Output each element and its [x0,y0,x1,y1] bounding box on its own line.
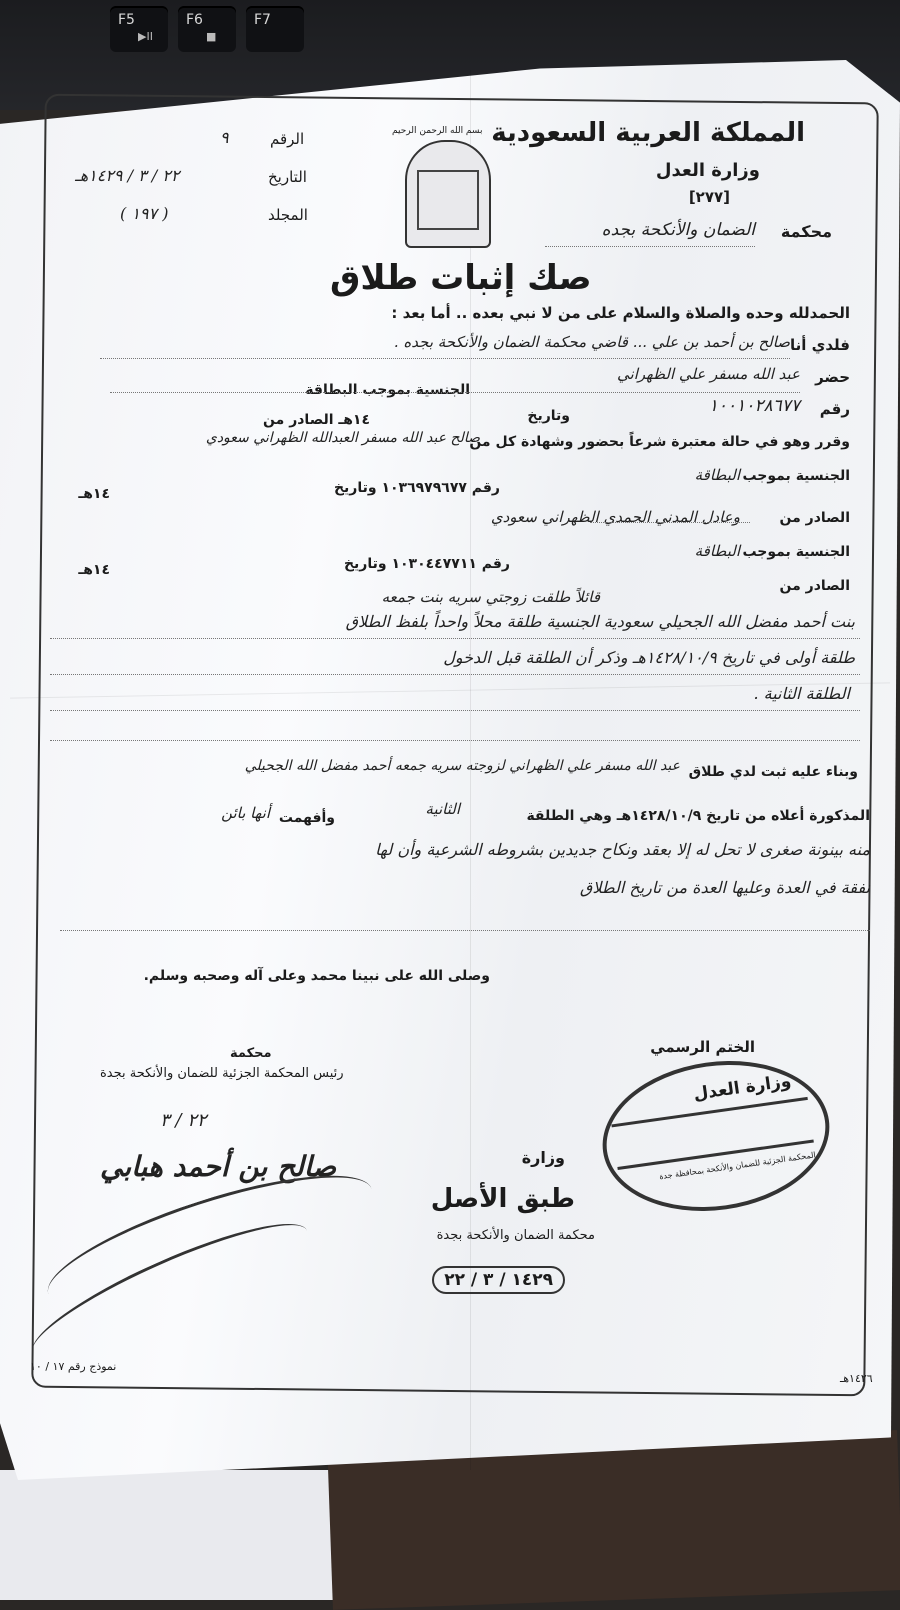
line3-suffix: ١٤هـ الصادر من [263,412,370,428]
true-copy-stamp [395,1148,605,1308]
stamp-title: طبق الأصل [430,1184,575,1214]
key-label: F5 [118,12,135,28]
line5-suffix: ١٤هـ [78,486,110,502]
ruling2-suffix: وأفهمت [278,810,335,826]
stamp-date: ١٤٢٩ / ٣ / ٢٢ [432,1266,565,1294]
line3-label: رقم [819,400,850,418]
ruling2-prefix: المذكورة أعلاه من تاريخ ١٤٢٨/١٠/٩هـ وهي الطلقة [526,808,870,824]
ministry-title: وزارة العدل [655,160,760,181]
footer-court-label: محكمة [230,1046,272,1061]
handwritten-line: نفقة في العدة وعليها العدة من تاريخ الطلاق [579,878,870,897]
ruling2-value: الثانية [425,800,460,818]
opening-line: الحمدلله وحده والصلاة والسلام على من لا نبي بعده .. أما بعد : [391,304,850,322]
volume-value: ( ١٩٧ ) [120,204,169,223]
line6-value: وعادل المدني الحمدي الظهراني سعودي [490,508,740,526]
line4-prefix: وقرر وهو في حالة معتبرة شرعاً بحضور وشهادة كل من [469,434,850,450]
dotted-line [50,638,860,639]
line3-date: وتاريخ [527,408,570,424]
line3-value: ١٠٠١٠٢٨٦٧٧ [708,396,800,416]
judge-signature: صالح بن أحمد هبابي [100,1150,337,1183]
document-title: صك إثبات طلاق [330,258,592,298]
form-code: [٢٧٧] [688,188,730,206]
line5-number: رقم ١٠٣٦٩٧٩٦٧٧ وتاريخ [333,480,500,496]
key-label: F7 [254,12,271,28]
line2-value: عبد الله مسفر علي الظهراني [617,365,800,383]
court-label: محكمة [780,222,832,241]
form-number: نموذج رقم ١٧ / ١٠ [30,1360,117,1373]
line7-number: رقم ١٠٣٠٤٤٧٧١١ وتاريخ [343,556,510,572]
dotted-line [50,674,860,675]
key-symbol: ▶II [138,30,153,43]
key-symbol: ■ [206,30,217,43]
ruling-value: عبد الله مسفر علي الظهراني لزوجته سريه جمعه أحمد مفضل الله الجحيلي [244,758,680,774]
f5-key [110,6,168,52]
f6-key [178,6,236,52]
line5-label: الجنسية بموجب [742,468,850,484]
scales-emblem [417,170,479,230]
line8-label: الصادر من [779,578,850,594]
dotted-line [110,392,800,393]
court-stamp-name: رئيس المحكمة الجزئية للضمان والأنكحة بجدة [100,1066,344,1081]
dotted-line [60,930,870,931]
volume-label: المجلد [268,206,308,224]
date-value: ٢٢ / ٣ / ١٤٢٩هـ [75,166,180,185]
seal-ministry: وزارة العدل [692,1071,793,1105]
stamp-court: محكمة الضمان والأنكحة بجدة [436,1228,595,1243]
handwritten-line: الطلقة الثانية . [753,684,850,703]
line7-value: البطاقة [694,542,740,560]
handwritten-line: منه بينونة صغرى لا تحل له إلا بعقد ونكاح جديدين بشروطه الشرعية وأن لها [375,840,870,859]
number-label: الرقم [270,130,305,148]
line2-label: حضر [815,368,850,386]
court-value: الضمان والأنكحة بجده [601,220,755,240]
dotted-line [100,358,790,359]
official-seal-label: الختم الرسمي [650,1038,755,1056]
kingdom-title: المملكة العربية السعودية [491,118,805,148]
line8-value: قائلاً طلقت زوجتي سريه بنت جمعه [381,588,600,606]
date-label: التاريخ [268,168,307,186]
key-label: F6 [186,12,203,28]
number-value: ٩ [220,128,229,147]
line2-suffix: الجنسية بموجب البطاقة [305,382,470,398]
handwritten-line: بنت أحمد مفضل الله الجحيلي سعودية الجنسية طلقة محلاً واحداً بلفظ الطلاق [345,612,855,631]
line7-label: الجنسية بموجب [742,544,850,560]
dotted-line [545,246,755,247]
line1-label: فلدي أنا [790,336,850,354]
dotted-line [50,710,860,711]
form-year: ١٤٢٦هـ [840,1372,873,1385]
stamp-ministry: وزارة [521,1148,565,1167]
basmala: بسم الله الرحمن الرحيم [392,126,483,136]
dotted-line [50,740,860,741]
line4-value: صالح عبد الله مسفر العبدالله الظهراني سعودي [205,430,480,446]
ruling-prefix: وبناء عليه ثبت لدي طلاق [688,764,858,780]
f7-key [246,6,304,52]
handwritten-date: ٢٢ / ٣ [160,1110,207,1131]
line1-value: صالح بن أحمد بن علي ... قاضي محكمة الضمان والأنكحة بجده . [393,333,790,351]
line5-value: البطاقة [694,466,740,484]
ruling2-end: أنها بائن [221,804,270,822]
line7-suffix: ١٤هـ [78,562,110,578]
handwritten-line: طلقة أولى في تاريخ ١٤٢٨/١٠/٩هـ وذكر أن الطلقة قبل الدخول [443,648,855,667]
ministry-emblem [405,140,491,248]
closing-prayer: وصلى الله على نبينا محمد وعلى آله وصحبه وسلم. [143,968,490,984]
seal-court: المحكمة الجزئية للضمان والأنكحة بمحافظة جدة [658,1150,817,1182]
dotted-line [590,522,750,523]
line6-label: الصادر من [779,510,850,526]
